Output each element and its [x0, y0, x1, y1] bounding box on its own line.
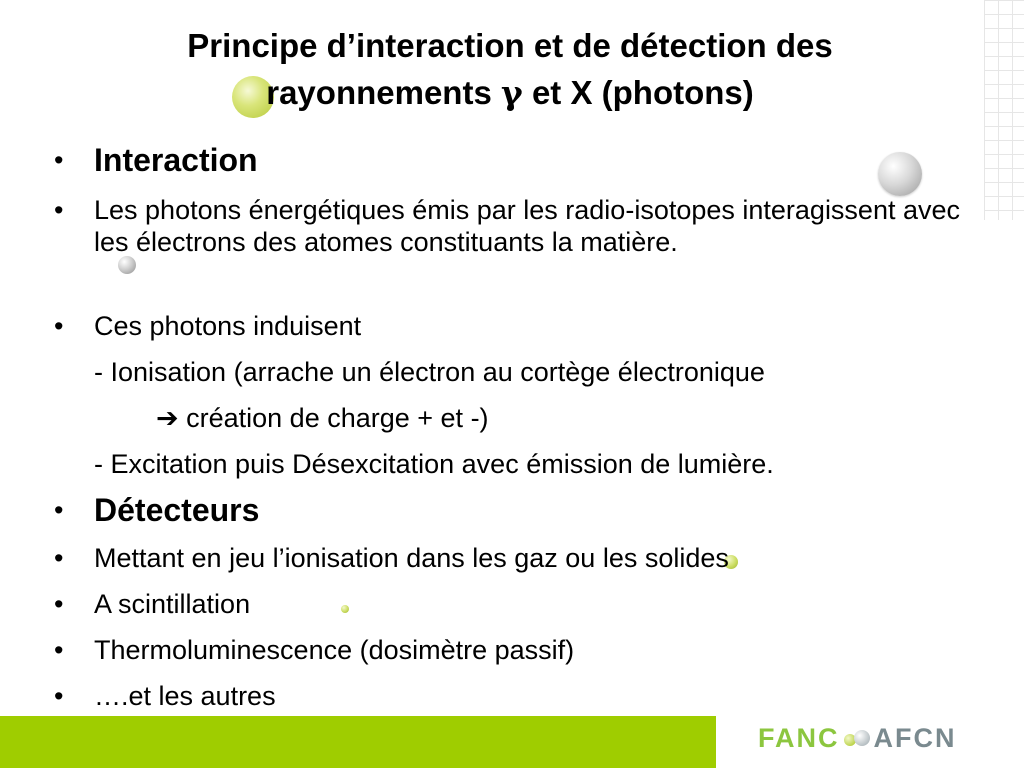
paragraph-photons: Les photons énergétiques émis par les radio-isotopes interagissent avec les électrons des atomes constituants la matière. — [94, 195, 961, 257]
logo-text-afcn: AFCN — [873, 722, 957, 753]
logo-text-fanc: FANC — [758, 722, 840, 753]
title-line-2-end: et X (photons) — [522, 74, 754, 111]
bullet-icon: • — [54, 543, 64, 573]
bullet-icon: • — [54, 495, 64, 525]
bullet-icon: • — [54, 195, 64, 225]
item-others: ….et les autres — [94, 681, 276, 711]
item-ionisation-detectors: Mettant en jeu l’ionisation dans les gaz ou les solides — [94, 543, 729, 573]
grey-sphere-decoration — [878, 152, 922, 196]
item-induced-effects: Ces photons induisent — [94, 311, 362, 341]
bullet-icon: • — [54, 681, 64, 711]
tiny-green-sphere-decoration — [341, 605, 349, 613]
sub-excitation: - Excitation puis Désexcitation avec émission de lumière. — [94, 449, 774, 479]
logo-spheres-icon — [844, 728, 870, 748]
sub-charge-creation-text: création de charge + et -) — [178, 403, 489, 433]
sub-ionisation: - Ionisation (arrache un électron au cortège électronique — [94, 357, 765, 387]
item-scintillation: A scintillation — [94, 589, 251, 619]
slide-title — [60, 22, 960, 116]
title-line-1: Principe d’interaction et de détection des — [187, 27, 833, 64]
fanc-afcn-logo — [758, 722, 957, 754]
small-grey-sphere-decoration — [118, 256, 136, 274]
sub-charge-creation — [156, 402, 489, 434]
bullet-icon: • — [54, 589, 64, 619]
arrow-right-icon: ➔ — [156, 403, 179, 433]
decorative-grid — [984, 0, 1024, 220]
footer-accent-bar — [0, 716, 716, 768]
title-line-2 — [60, 69, 960, 116]
title-line-2-start: rayonnements — [266, 74, 501, 111]
bullet-icon: • — [54, 311, 64, 341]
bullet-icon: • — [54, 635, 64, 665]
heading-interaction: Interaction — [94, 142, 258, 178]
item-thermoluminescence: Thermoluminescence (dosimètre passif) — [94, 635, 575, 665]
bullet-icon: • — [54, 145, 64, 175]
heading-detectors: Détecteurs — [94, 492, 260, 528]
gamma-symbol: γ — [500, 73, 523, 112]
